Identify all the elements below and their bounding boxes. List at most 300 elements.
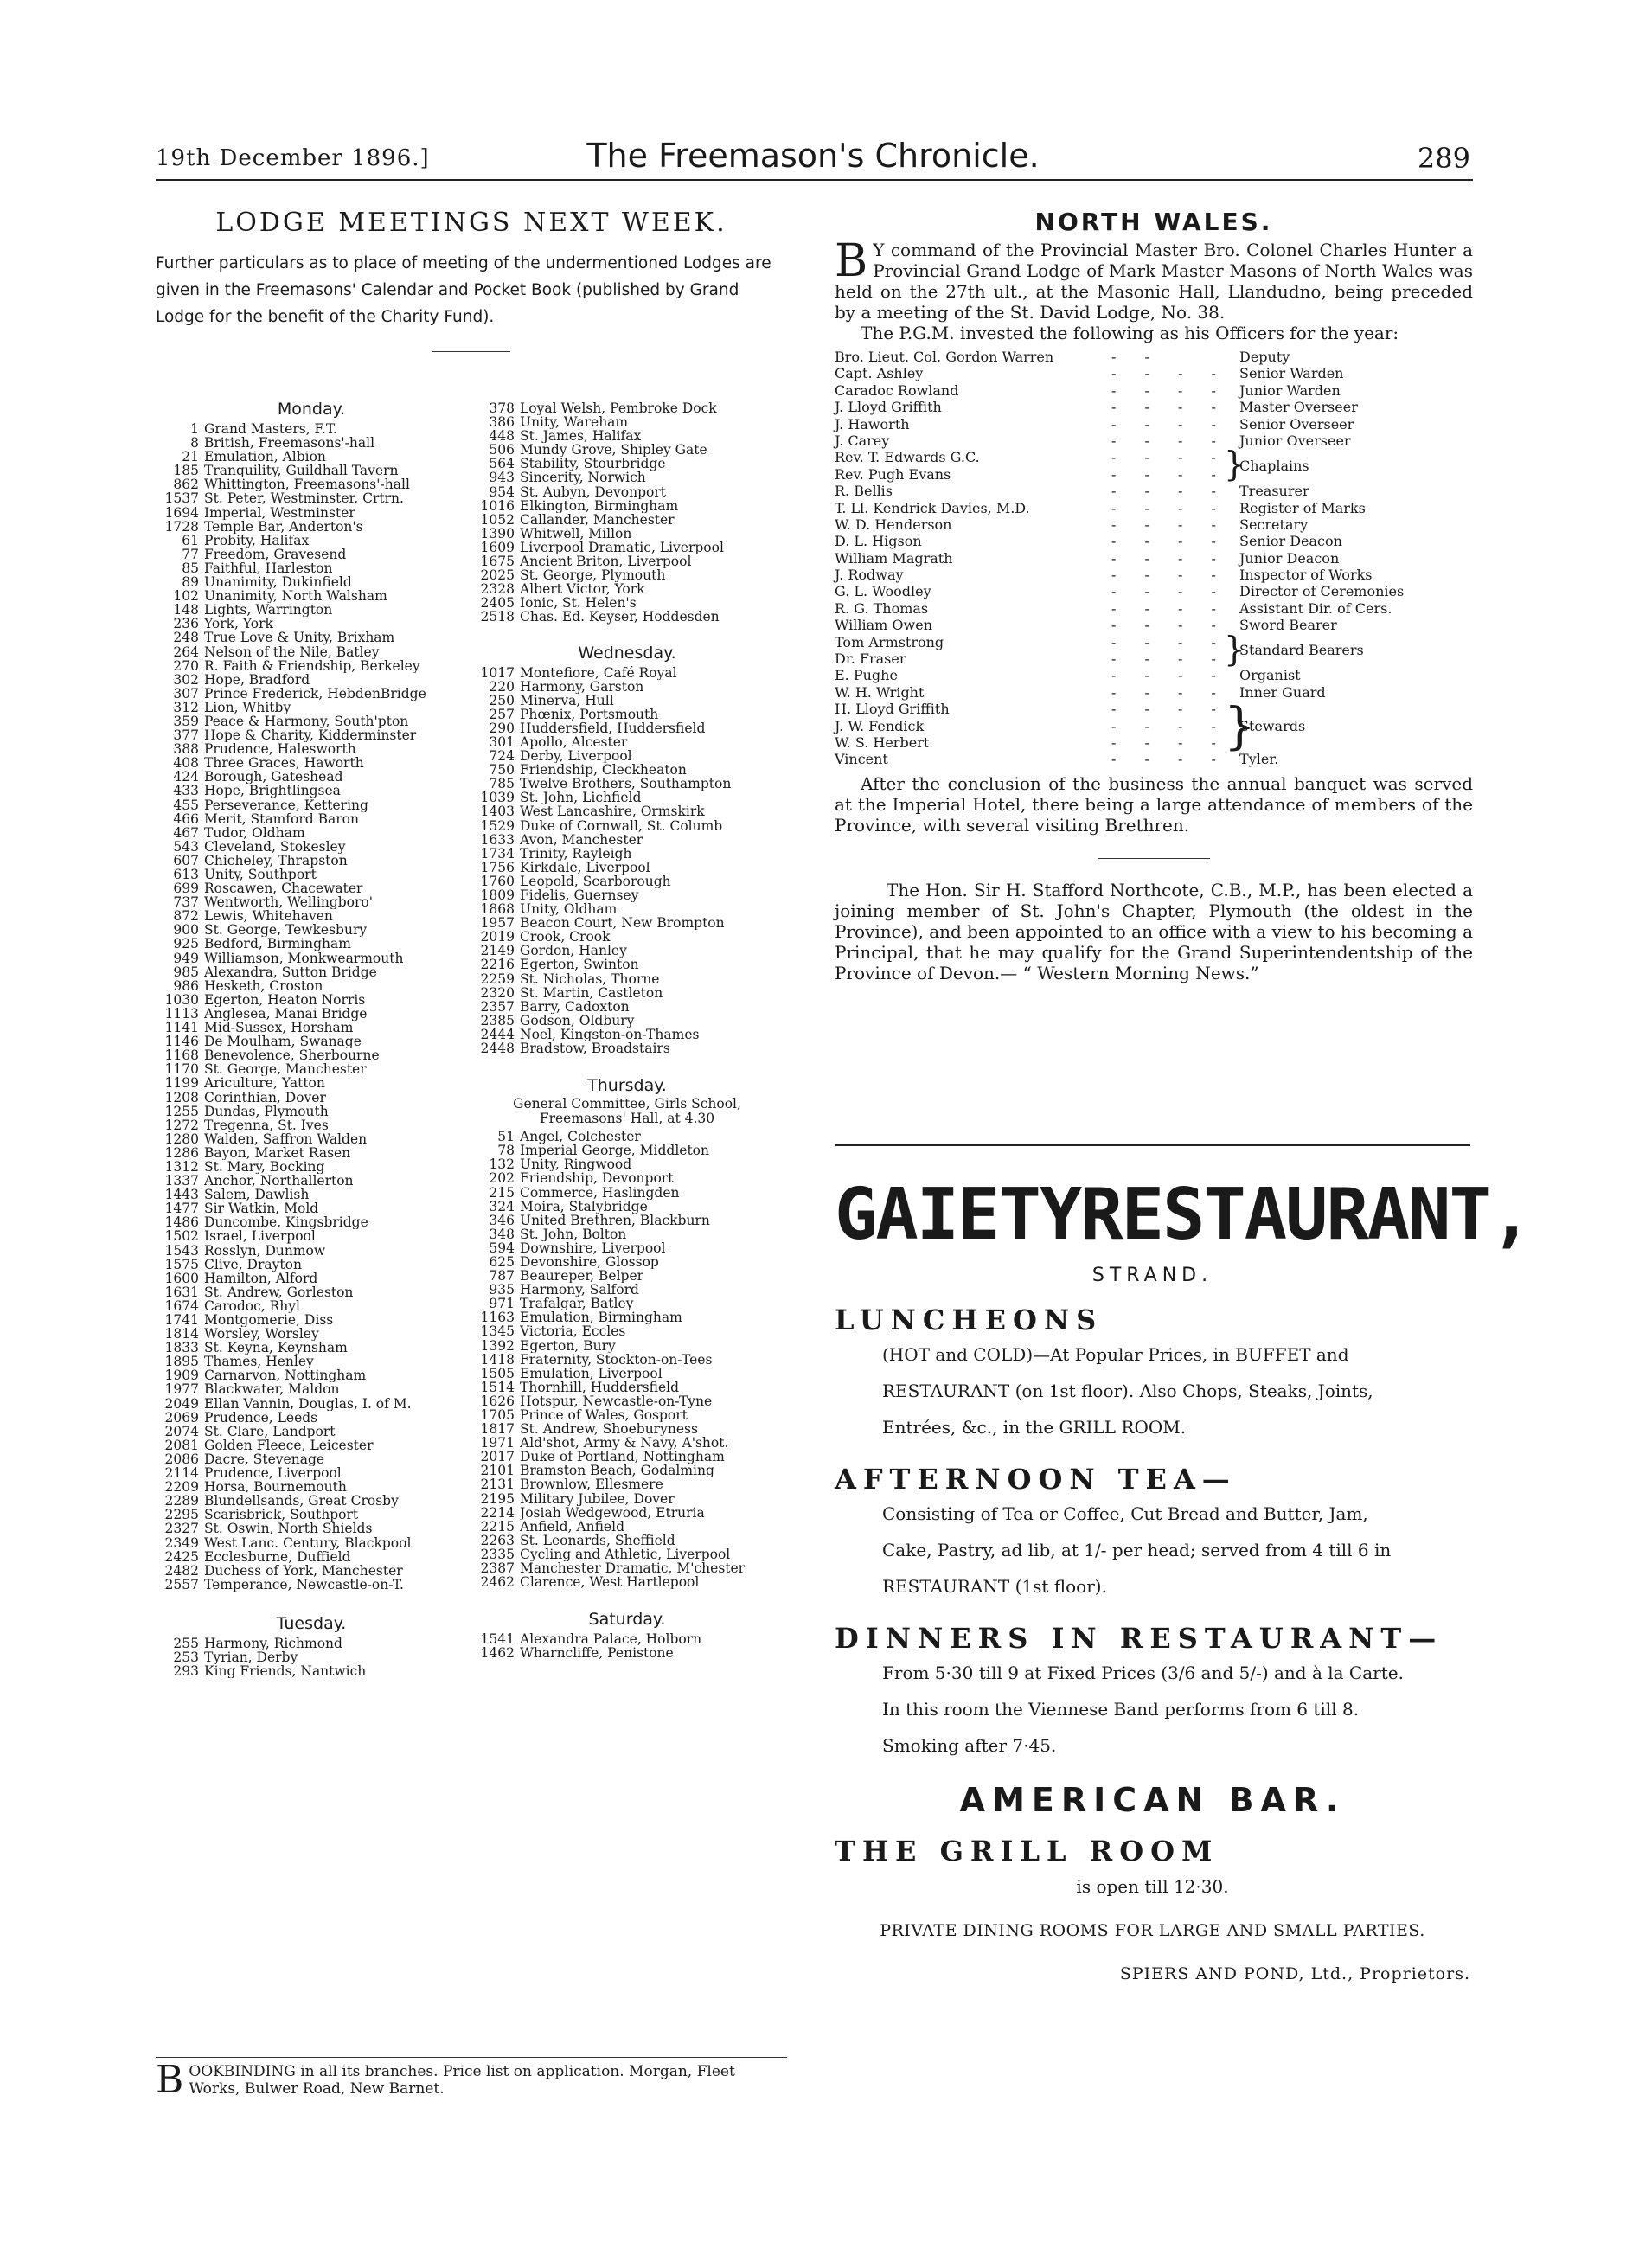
lodge-number: 1039	[480, 790, 515, 806]
lodge-name: Unity, Wareham	[520, 415, 629, 430]
officer-row	[835, 449, 1457, 465]
dinners-line: Smoking after 7·45.	[882, 1735, 1057, 1756]
lodge-name: Peace & Harmony, South'pton	[204, 714, 409, 729]
advert-top-rule	[835, 1144, 1470, 1146]
lodge-number: 2557	[164, 1576, 199, 1592]
lodge-entry	[156, 840, 467, 854]
lodge-number: 1345	[480, 1323, 515, 1340]
lodge-entry	[156, 1313, 467, 1327]
lodge-entry	[156, 645, 467, 659]
lodge-name: St. Oswin, North Shields	[204, 1522, 373, 1536]
officer-name: R. G. Thomas	[835, 599, 929, 617]
lodge-entry	[471, 429, 783, 443]
lodge-entry	[471, 1436, 783, 1450]
lodge-entry	[156, 1466, 467, 1480]
lodge-number: 1626	[480, 1393, 515, 1409]
lodge-number: 2049	[164, 1395, 199, 1412]
lodge-name: Ancient Briton, Liverpool	[520, 554, 692, 569]
lodge-number: 564	[489, 456, 515, 472]
lodge-entry	[471, 401, 783, 415]
lodge-number: 2195	[480, 1490, 515, 1507]
lodge-name: St. Andrew, Gorleston	[204, 1285, 354, 1299]
tea-line: Consisting of Tea or Coffee, Cut Bread and Butter, Jam,	[882, 1503, 1368, 1524]
lodge-number: 2327	[164, 1521, 199, 1537]
lodge-number: 785	[489, 776, 515, 792]
leader-dashes: - - - -	[1111, 499, 1228, 516]
lodge-number: 1502	[164, 1228, 199, 1245]
lodge-entry	[156, 631, 467, 644]
lodge-number: 324	[489, 1198, 515, 1214]
officer-row	[835, 701, 1457, 717]
lodge-number: 1113	[164, 1005, 199, 1022]
lodge-entry	[156, 1494, 467, 1508]
lodge-name: Cycling and Athletic, Liverpool	[520, 1547, 731, 1562]
lodge-number: 2289	[164, 1493, 199, 1509]
lodge-name: British, Freemasons'-hall	[204, 436, 375, 451]
lodge-entry	[156, 812, 467, 826]
lodge-entry	[156, 1425, 467, 1438]
lodge-name: St. John, Lichfield	[520, 791, 642, 805]
lodge-name: Benevolence, Sherbourne	[204, 1048, 380, 1063]
lodge-entry	[471, 443, 783, 457]
group-label: Stewards	[1239, 717, 1306, 734]
lodge-entry	[471, 735, 783, 749]
lodge-entry	[471, 1575, 783, 1589]
lodge-entry	[156, 1397, 467, 1411]
lodge-number: 1255	[164, 1103, 199, 1119]
lodge-entry	[156, 979, 467, 993]
lodge-entry	[156, 534, 467, 548]
lodge-number: 724	[489, 748, 515, 765]
lodge-number: 215	[489, 1184, 515, 1201]
advert-location: STRAND.	[1091, 1265, 1213, 1286]
officer-name: J. Rodway	[835, 567, 904, 584]
lodge-name: Hamilton, Alford	[204, 1271, 318, 1285]
lodge-number: 1443	[164, 1187, 199, 1203]
lodge-number: 1814	[164, 1326, 199, 1342]
lodge-name: Prudence, Halesworth	[204, 742, 356, 757]
lodge-number: 1868	[480, 901, 515, 918]
tea-line: RESTAURANT (1st floor).	[882, 1576, 1107, 1597]
officer-row	[835, 718, 1457, 734]
lodge-entry	[156, 1327, 467, 1341]
grill-room-heading: THE GRILL ROOM	[835, 1835, 1220, 1868]
lodge-number: 1609	[480, 539, 515, 555]
lodge-entry	[471, 554, 783, 568]
bracket-spacer	[1224, 416, 1239, 432]
lodge-number: 78	[497, 1143, 515, 1159]
lodge-name: Cleveland, Stokesley	[204, 839, 346, 854]
lodge-entry	[156, 617, 467, 631]
lodge-number: 943	[489, 470, 515, 486]
lodge-number: 1418	[480, 1351, 515, 1368]
lodge-number: 1633	[480, 831, 515, 848]
monday-continued-list	[471, 401, 783, 625]
lodge-entry	[471, 1547, 783, 1561]
lodge-number: 148	[173, 602, 199, 618]
officer-row	[835, 734, 1457, 751]
issue-date: 19th December 1896.]	[156, 145, 430, 171]
lodge-name: Corinthian, Dover	[204, 1090, 326, 1105]
lodge-name: Israel, Liverpool	[204, 1229, 316, 1244]
officer-name: Dr. Fraser	[835, 650, 906, 668]
lodge-entry	[156, 1272, 467, 1285]
lodge-number: 1286	[164, 1144, 199, 1161]
leader-dashes: - - - -	[1111, 365, 1228, 382]
lodge-entry	[471, 875, 783, 888]
lodge-number: 925	[173, 936, 199, 952]
officer-name: W. H. Wright	[835, 683, 925, 701]
group-brace: }	[1224, 630, 1245, 670]
lodge-number: 1728	[164, 518, 199, 535]
lodge-name: Roscawen, Chacewater	[204, 881, 363, 896]
page-number: 289	[1417, 142, 1470, 175]
lodge-name: Godson, Oldbury	[520, 1013, 635, 1028]
lodge-entry	[156, 1382, 467, 1396]
leader-dashes: - - - -	[1111, 583, 1228, 600]
officer-name: Capt. Ashley	[835, 365, 924, 382]
lodge-name: Huddersfield, Huddersfield	[520, 721, 706, 735]
officer-row	[835, 634, 1457, 650]
leader-dashes: - - - -	[1111, 399, 1228, 416]
lodge-entry	[471, 1520, 783, 1534]
luncheons-line: RESTAURANT (on 1st floor). Also Chops, Steaks, Joints,	[882, 1381, 1373, 1401]
lodge-entry	[156, 1564, 467, 1578]
lodge-number: 2081	[164, 1437, 199, 1453]
lodge-entry	[156, 1355, 467, 1368]
lodge-entry	[156, 1480, 467, 1494]
officer-office: Director of Ceremonies	[1239, 583, 1405, 600]
lodge-name: Tudor, Oldham	[204, 825, 305, 840]
lodge-name: Friendship, Devonport	[520, 1171, 674, 1186]
masthead: The Freemason's Chronicle.	[586, 137, 1040, 175]
lodge-number: 61	[182, 532, 199, 548]
lodge-number: 607	[173, 852, 199, 868]
lodge-entry	[471, 1632, 783, 1646]
lodge-entry	[156, 506, 467, 520]
lodge-entry	[156, 1035, 467, 1048]
lodge-number: 1575	[164, 1256, 199, 1272]
lodge-entry	[471, 916, 783, 930]
lodge-number: 388	[173, 741, 199, 758]
lodge-entry	[471, 902, 783, 916]
lodge-name: Callander, Manchester	[520, 512, 675, 527]
lodge-entry	[471, 568, 783, 582]
lodge-name: Lights, Warrington	[204, 603, 333, 618]
lodge-number: 270	[173, 657, 199, 674]
lodge-number: 1537	[164, 490, 199, 507]
lodge-entry	[156, 714, 467, 728]
lodge-entry	[156, 1132, 467, 1146]
lodge-entry	[471, 958, 783, 971]
lodge-entry	[156, 1522, 467, 1535]
lodge-entry	[471, 1561, 783, 1575]
lodge-entry	[156, 728, 467, 742]
lodge-number: 2482	[164, 1562, 199, 1579]
lodge-number: 2349	[164, 1534, 199, 1551]
lodge-entry	[156, 1258, 467, 1272]
lodge-entry	[471, 986, 783, 1000]
officer-row	[835, 684, 1457, 701]
bracket-spacer	[1224, 533, 1239, 549]
lodge-number: 359	[173, 713, 199, 729]
lodge-number: 2259	[480, 971, 515, 987]
lodge-name: St. Andrew, Shoeburyness	[520, 1422, 698, 1437]
lodge-name: Three Graces, Haworth	[204, 756, 364, 771]
lodge-name: Bedford, Birmingham	[204, 937, 351, 951]
lodge-entry	[156, 881, 467, 895]
lodge-name: Anchor, Northallerton	[204, 1174, 354, 1188]
lodge-name: Clarence, West Hartlepool	[520, 1575, 700, 1590]
lodge-name: Montgomerie, Diss	[204, 1313, 334, 1328]
leader-dashes: - - - -	[1111, 567, 1228, 584]
north-wales-intro	[835, 235, 1473, 323]
lodge-entry	[156, 798, 467, 812]
lodge-number: 255	[173, 1635, 199, 1651]
lodge-number: 2335	[480, 1546, 515, 1562]
lodge-name: Albert Victor, York	[520, 582, 645, 597]
lodge-number: 2019	[480, 929, 515, 945]
lodge-number: 307	[173, 685, 199, 702]
lodge-entry	[156, 951, 467, 965]
lodge-entry	[156, 1452, 467, 1466]
lodge-number: 301	[489, 734, 515, 750]
lodge-number: 1168	[164, 1048, 199, 1064]
advert-title-word2: RESTAURANT,	[1080, 1174, 1532, 1256]
lodge-name: Unity, Ringwood	[520, 1157, 632, 1172]
lodge-number: 1760	[480, 873, 515, 889]
lodge-name: Rosslyn, Dunmow	[204, 1243, 326, 1258]
lodge-entry	[471, 1367, 783, 1381]
lodge-entry	[156, 923, 467, 937]
officer-name: J. Lloyd Griffith	[835, 399, 942, 416]
lodge-name: Egerton, Bury	[520, 1338, 616, 1353]
lodge-entry	[156, 673, 467, 687]
lodge-name: Sincerity, Norwich	[520, 471, 646, 485]
lodge-name: United Brethren, Blackburn	[520, 1213, 710, 1227]
lodge-name: St. John, Bolton	[520, 1227, 627, 1241]
lodge-entry	[156, 1007, 467, 1021]
lodge-number: 1017	[480, 664, 515, 681]
lodge-name: Carodoc, Rhyl	[204, 1298, 300, 1313]
lodge-entry	[156, 854, 467, 868]
officer-row	[835, 483, 1457, 499]
lodge-number: 448	[489, 428, 515, 445]
lodge-entry	[471, 763, 783, 777]
leader-dashes: - - - -	[1111, 617, 1228, 634]
lodge-entry	[471, 680, 783, 694]
american-bar: AMERICAN BAR.	[959, 1781, 1346, 1819]
north-wales-column	[835, 208, 1473, 983]
lodge-name: Perseverance, Kettering	[204, 798, 368, 812]
lodge-name: Worsley, Worsley	[204, 1327, 319, 1342]
lodge-name: Hope, Brightlingsea	[204, 784, 341, 798]
lodge-name: Alexandra Palace, Holborn	[520, 1632, 702, 1647]
officer-name: G. L. Woodley	[835, 583, 931, 600]
officer-name: J. W. Fendick	[835, 717, 925, 734]
lodge-entry	[156, 868, 467, 881]
lodge-name: Dundas, Plymouth	[204, 1104, 329, 1118]
officer-name: Caradoc Rowland	[835, 381, 959, 399]
lodge-name: Dacre, Stevenage	[204, 1451, 325, 1467]
lodge-entry	[471, 1014, 783, 1028]
lodge-entry	[471, 888, 783, 902]
leader-dashes: - - - -	[1111, 701, 1228, 718]
officer-name: D. L. Higson	[835, 533, 922, 550]
lodge-name: Williamson, Monkwearmouth	[204, 951, 404, 965]
lodge-number: 1734	[480, 845, 515, 862]
afternoon-tea-heading: AFTERNOON TEA—	[835, 1463, 1237, 1496]
lodge-entry	[471, 804, 783, 818]
lodge-entry	[156, 589, 467, 603]
lodge-number: 312	[173, 699, 199, 715]
lodge-entry	[156, 1411, 467, 1425]
lodge-entry	[156, 895, 467, 909]
bracket-spacer	[1224, 600, 1239, 617]
lodge-entry	[471, 1339, 783, 1353]
lodge-name: St. James, Halifax	[520, 429, 642, 444]
lodge-entry	[156, 1118, 467, 1132]
lodge-name: Trafalgar, Batley	[520, 1297, 634, 1311]
dinners-line: From 5·30 till 9 at Fixed Prices (3/6 and 5/-) and à la Carte.	[882, 1663, 1404, 1683]
lodge-entry	[471, 1492, 783, 1506]
lodge-entry	[156, 1536, 467, 1550]
lodge-number: 872	[173, 908, 199, 925]
lodge-name: Sir Watkin, Mold	[204, 1201, 319, 1216]
lodge-entry	[471, 457, 783, 471]
lodge-number: 787	[489, 1268, 515, 1285]
lodge-number: 900	[173, 922, 199, 939]
lodge-entry	[156, 1244, 467, 1258]
thursday-list	[471, 1130, 783, 1589]
grill-room-hours: is open till 12·30.	[1076, 1876, 1229, 1897]
lodge-number: 971	[489, 1296, 515, 1312]
lodge-name: Apollo, Alcester	[520, 734, 628, 750]
officer-office	[1239, 734, 1457, 751]
officer-name: J. Haworth	[835, 415, 910, 432]
lodge-number: 2295	[164, 1507, 199, 1523]
lodge-number: 1	[190, 421, 199, 437]
lodge-entry	[156, 1578, 467, 1592]
lodge-entry	[471, 1028, 783, 1041]
lodge-name: Wharncliffe, Penistone	[520, 1646, 674, 1661]
lodge-name: Manchester Dramatic, M'chester	[520, 1561, 746, 1576]
lodge-name: Ecclesburne, Duffield	[204, 1549, 351, 1564]
lodge-name: Emulation, Liverpool	[520, 1366, 663, 1381]
lodge-number: 2214	[480, 1504, 515, 1521]
lodge-name: Devonshire, Glossop	[520, 1254, 659, 1270]
lodge-name: Bradstow, Broadstairs	[520, 1041, 670, 1056]
officer-name: W. D. Henderson	[835, 516, 952, 533]
lodge-entry	[471, 1422, 783, 1436]
officer-name: Rev. T. Edwards G.C.	[835, 449, 980, 466]
lodge-number: 1705	[480, 1407, 515, 1423]
lodge-name: Anfield, Anfield	[520, 1519, 624, 1534]
leader-dashes: - - - -	[1111, 381, 1228, 399]
bracket-spacer	[1224, 516, 1239, 533]
leader-dashes: - - - -	[1111, 432, 1228, 449]
lodge-entry	[156, 1076, 467, 1090]
north-wales-invest: The P.G.M. invested the following as his Officers for the year:	[861, 323, 1399, 343]
officer-office: Senior Warden	[1239, 365, 1344, 382]
bracket-spacer	[1224, 483, 1239, 499]
lodge-number: 433	[173, 783, 199, 799]
lodge-number: 51	[497, 1129, 515, 1145]
lodge-meetings-note: Further particulars as to place of meeting of the undermentioned Lodges are given in the Freemasons' Calendar and Pocket Book (published by Grand Lodge for the benefit of the Charity Fund).	[156, 254, 771, 326]
lodge-number: 1208	[164, 1089, 199, 1105]
lodge-entry	[156, 422, 467, 436]
lodge-entry	[471, 541, 783, 554]
lodge-name: Merit, Stamford Baron	[204, 811, 359, 826]
lodge-name: Carnarvon, Nottingham	[204, 1368, 367, 1383]
lodge-entry	[156, 1215, 467, 1229]
lodge-entry	[156, 491, 467, 505]
lodge-name: Lion, Whitby	[204, 700, 291, 714]
officer-row	[835, 751, 1457, 767]
lodge-number: 1337	[164, 1173, 199, 1189]
lodge-name: St. George, Manchester	[204, 1062, 367, 1077]
lodge-name: Angel, Colchester	[520, 1130, 641, 1144]
lodge-entry	[156, 1299, 467, 1313]
lodge-name: Tyrian, Derby	[204, 1650, 298, 1665]
lodge-name: Military Jubilee, Dover	[520, 1491, 675, 1506]
thursday-heading: Thursday.	[587, 1076, 667, 1096]
lodge-entry	[471, 930, 783, 944]
lodge-number: 2215	[480, 1518, 515, 1534]
lodge-number: 467	[173, 824, 199, 841]
officer-row	[835, 600, 1457, 617]
officer-name: R. Bellis	[835, 483, 893, 500]
lodge-number: 185	[173, 463, 199, 479]
lodge-name: St. Mary, Bocking	[204, 1159, 325, 1175]
lodge-name: Prudence, Leeds	[204, 1410, 318, 1425]
lodge-entry	[471, 1310, 783, 1324]
lodge-number: 293	[173, 1663, 199, 1680]
lodge-entry	[471, 485, 783, 499]
lodge-name: Avon, Manchester	[520, 832, 643, 847]
monday-list	[156, 422, 467, 1592]
lodge-name: Hope & Charity, Kidderminster	[204, 728, 417, 743]
lodge-name: Brownlow, Ellesmere	[520, 1477, 663, 1492]
lodge-entry	[156, 742, 467, 756]
lodge-entry	[471, 1227, 783, 1241]
officer-name: William Owen	[835, 617, 933, 634]
lodge-name: Tranquility, Guildhall Tavern	[204, 464, 399, 478]
north-wales-title: NORTH WALES.	[1034, 208, 1273, 236]
lodge-name: Scarisbrick, Southport	[204, 1508, 359, 1522]
group-label: Chaplains	[1239, 457, 1309, 474]
lodge-number: 2425	[164, 1548, 199, 1565]
lodge-number: 2131	[480, 1477, 515, 1493]
lodge-name: York, York	[204, 617, 273, 631]
lodge-name: St. George, Plymouth	[520, 568, 666, 583]
lodge-entry	[471, 972, 783, 986]
officer-row	[835, 583, 1457, 599]
lodge-name: Victoria, Eccles	[520, 1324, 626, 1339]
bracket-spacer	[1224, 550, 1239, 567]
lodge-number: 1052	[480, 511, 515, 528]
lodge-number: 2069	[164, 1409, 199, 1426]
lodge-number: 1600	[164, 1270, 199, 1286]
lodges-right-subcolumn	[471, 398, 783, 1660]
lodge-name: Unity, Oldham	[520, 902, 618, 917]
double-rule	[1098, 858, 1210, 862]
lodge-entry	[156, 965, 467, 979]
leader-dashes: - - - -	[1111, 599, 1228, 617]
lodge-name: Freedom, Gravesend	[204, 547, 347, 561]
lodge-entry	[156, 1048, 467, 1062]
lodge-name: St. Nicholas, Thorne	[520, 971, 660, 986]
